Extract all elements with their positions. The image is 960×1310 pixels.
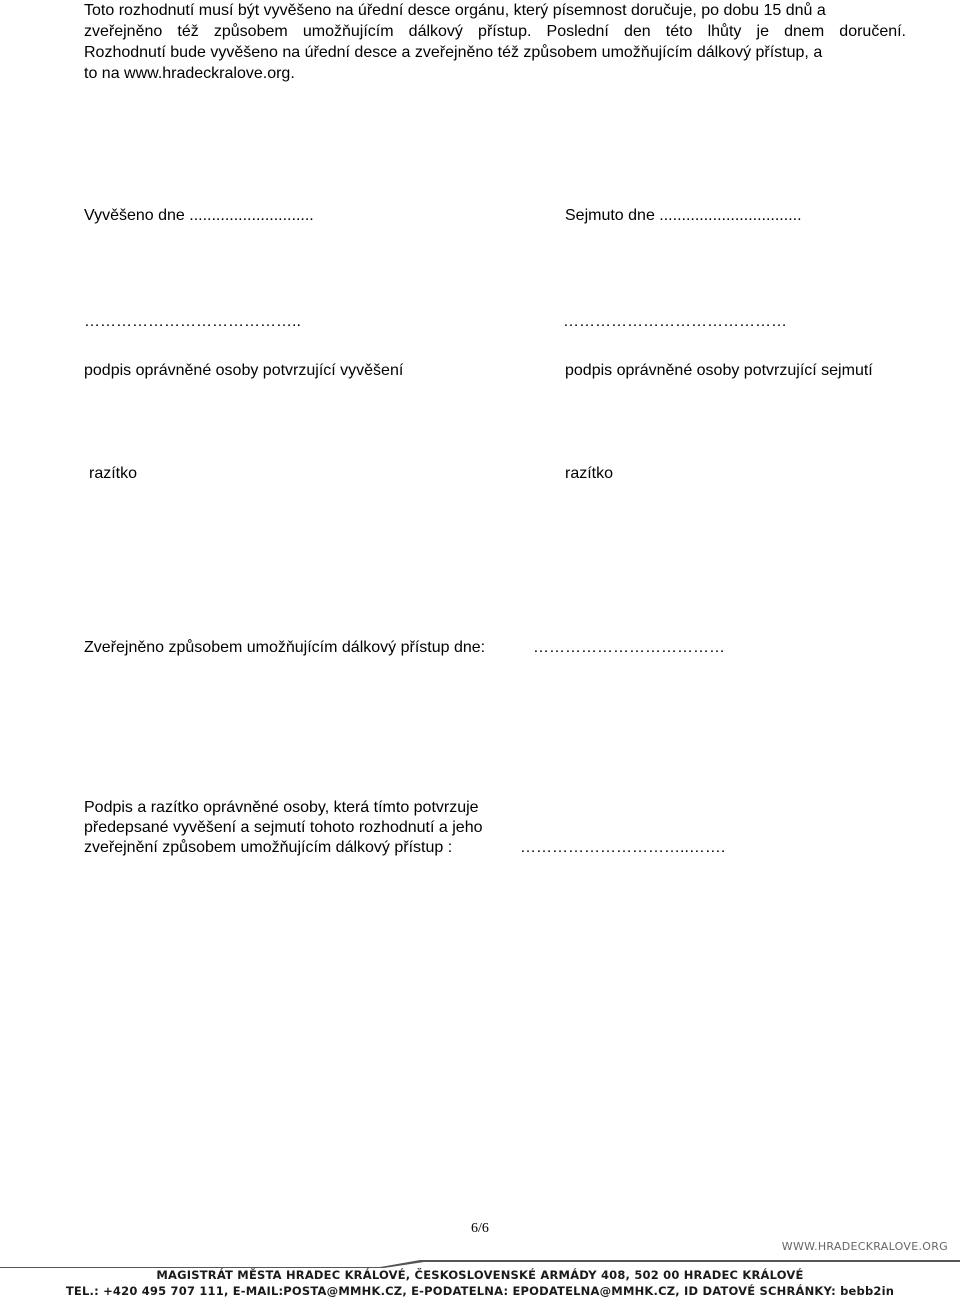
remote-access-date-line: ……………………………… — [533, 639, 725, 656]
stamp-label-removed: razítko — [565, 465, 614, 482]
page-number: 6/6 — [471, 1221, 489, 1236]
footer-website: WWW.HRADECKRALOVE.ORG — [781, 1240, 948, 1253]
signature-line-removed: …………………………………… — [563, 313, 787, 330]
signature-caption-removed: podpis oprávněné osoby potvrzující sejmutí — [565, 362, 873, 379]
removed-date-label: Sejmuto dne ................................ — [565, 207, 802, 224]
confirmation-line-1: Podpis a razítko oprávněné osoby, která tímto potvrzuje — [84, 799, 479, 816]
confirmation-line-3: zveřejnění způsobem umožňujícím dálkový přístup : — [84, 839, 453, 856]
intro-line-3: Rozhodnutí bude vyvěšeno na úřední desce a zveřejněno též způsobem umožňujícím dálkový přístup, a — [84, 44, 823, 61]
remote-access-label: Zveřejněno způsobem umožňujícím dálkový přístup dne: — [84, 639, 486, 656]
confirmation-line-2: předepsané vyvěšení a sejmutí tohoto rozhodnutí a jeho — [84, 819, 483, 836]
confirmation-signature-line: …………………………..……. — [520, 839, 726, 856]
stamp-label-posted: razítko — [89, 465, 138, 482]
footer-contacts: TEL.: +420 495 707 111, E-MAIL:POSTA@MMHK.CZ, E-PODATELNA: EPODATELNA@MMHK.CZ, ID DATOVÉ SCHRÁNKY: bebb2in — [65, 1284, 895, 1298]
intro-line-1: Toto rozhodnutí musí být vyvěšeno na úřední desce orgánu, který písemnost doručuje, po dobu 15 dnů a — [84, 2, 826, 19]
intro-line-4: to na www.hradeckralove.org. — [84, 65, 295, 82]
footer-address: MAGISTRÁT MĚSTA HRADEC KRÁLOVÉ, ČESKOSLOVENSKÉ ARMÁDY 408, 502 00 HRADEC KRÁLOVÉ — [156, 1268, 804, 1282]
signature-caption-posted: podpis oprávněné osoby potvrzující vyvěšení — [84, 362, 404, 379]
signature-line-posted: ………………………………….. — [84, 313, 301, 330]
posted-date-label: Vyvěšeno dne ............................ — [84, 207, 314, 224]
footer-band-graphic — [0, 1258, 960, 1268]
intro-line-2: zveřejněno též způsobem umožňujícím dálkový přístup. Poslední den této lhůty je dnem doručení. — [84, 23, 906, 40]
